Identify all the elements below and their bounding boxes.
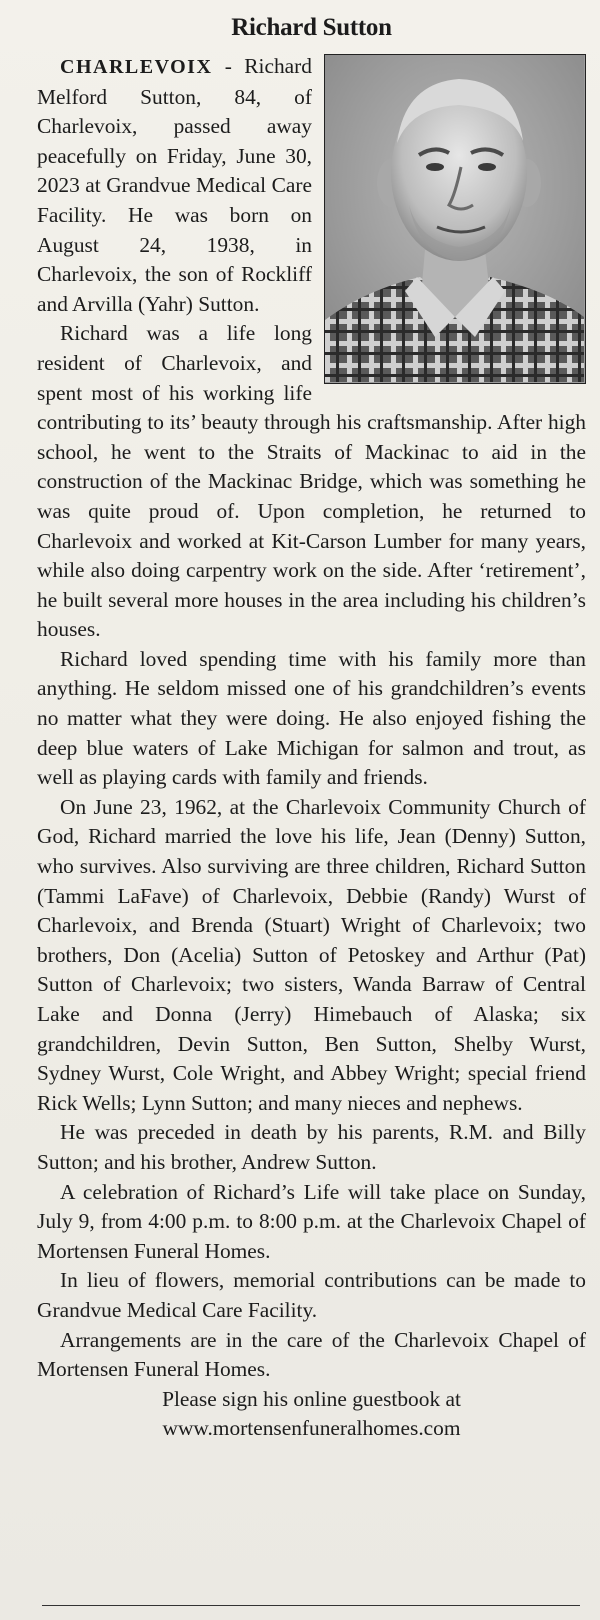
portrait-photo-icon xyxy=(324,54,586,384)
dateline-separator: - xyxy=(212,54,245,78)
guestbook-website: www.mortensenfuneralhomes.com xyxy=(162,1416,461,1441)
paragraph-8: Arrangements are in the care of the Charlevoix Chapel of Mortensen Funeral Homes. xyxy=(37,1327,586,1382)
paragraph-7: In lieu of flowers, memorial contributions can be made to Grandvue Medical Care Facility. xyxy=(37,1268,586,1322)
guestbook-line: Please sign his online guestbook at xyxy=(162,1386,461,1411)
paragraph-1: Richard Melford Sutton, 84, of Charlevoix, passed away peacefully on Friday, June 30, 2023 at Grandvue Medical Care Facility. He was born on August 24, 1938, in Charlevoix, the son of Rockliff and Arvilla (Yahr) Sutton. xyxy=(37,54,312,316)
paragraph-3: Richard loved spending time with his family more than anything. He seldom missed one of his grandchildren’s events no matter what they were doing. He also enjoyed fishing the deep blue waters of Lake Michigan for salmon and trout, as well as playing cards with family and friends. xyxy=(37,646,586,790)
paragraph-6: A celebration of Richard’s Life will take place on Sunday, July 9, from 4:00 p.m. to 8:00 p.m. at the Charlevoix Chapel of Mortensen Funeral Homes. xyxy=(37,1179,586,1263)
paragraph-2: Richard was a life long resident of Charlevoix, and spent most of his working life contributing to its’ beauty through his craftsmanship. After high school, he went to the Straits of Mackinac to aid in the construction of the Mackinac Bridge, which was something he was quite proud of. Upon completion, he returned to Charlevoix and worked at Kit-Carson Lumber for many years, while also doing carpentry work on the side. After ‘retirement’, he built several more houses in the area including his children’s houses. xyxy=(37,321,586,642)
bottom-rule xyxy=(42,1605,580,1606)
obituary-body xyxy=(37,52,586,1444)
paragraph-4: On June 23, 1962, at the Charlevoix Community Church of God, Richard married the love his life, Jean (Denny) Sutton, who survives. Also surviving are three children, Richard Sutton (Tammi LaFave) of Charlevoix, Debbie (Randy) Wurst of Charlevoix, and Brenda (Stuart) Wright of Charlevoix; two brothers, Don (Acelia) Sutton of Petoskey and Arthur (Pat) Sutton of Charlevoix; two sisters, Wanda Barraw of Central Lake and Donna (Jerry) Himebauch of Alaska; six grandchildren, Devin Sutton, Ben Sutton, Shelby Wurst, Sydney Wurst, Cole Wright, and Abbey Wright; special friend Rick Wells; Lynn Sutton; and many nieces and nephews. xyxy=(37,794,586,1115)
paragraph-5: He was preceded in death by his parents, R.M. and Billy Sutton; and his brother, Andrew Sutton. xyxy=(37,1120,586,1174)
obituary-title: Richard Sutton xyxy=(231,14,392,41)
dateline: CHARLEVOIX xyxy=(60,56,213,78)
